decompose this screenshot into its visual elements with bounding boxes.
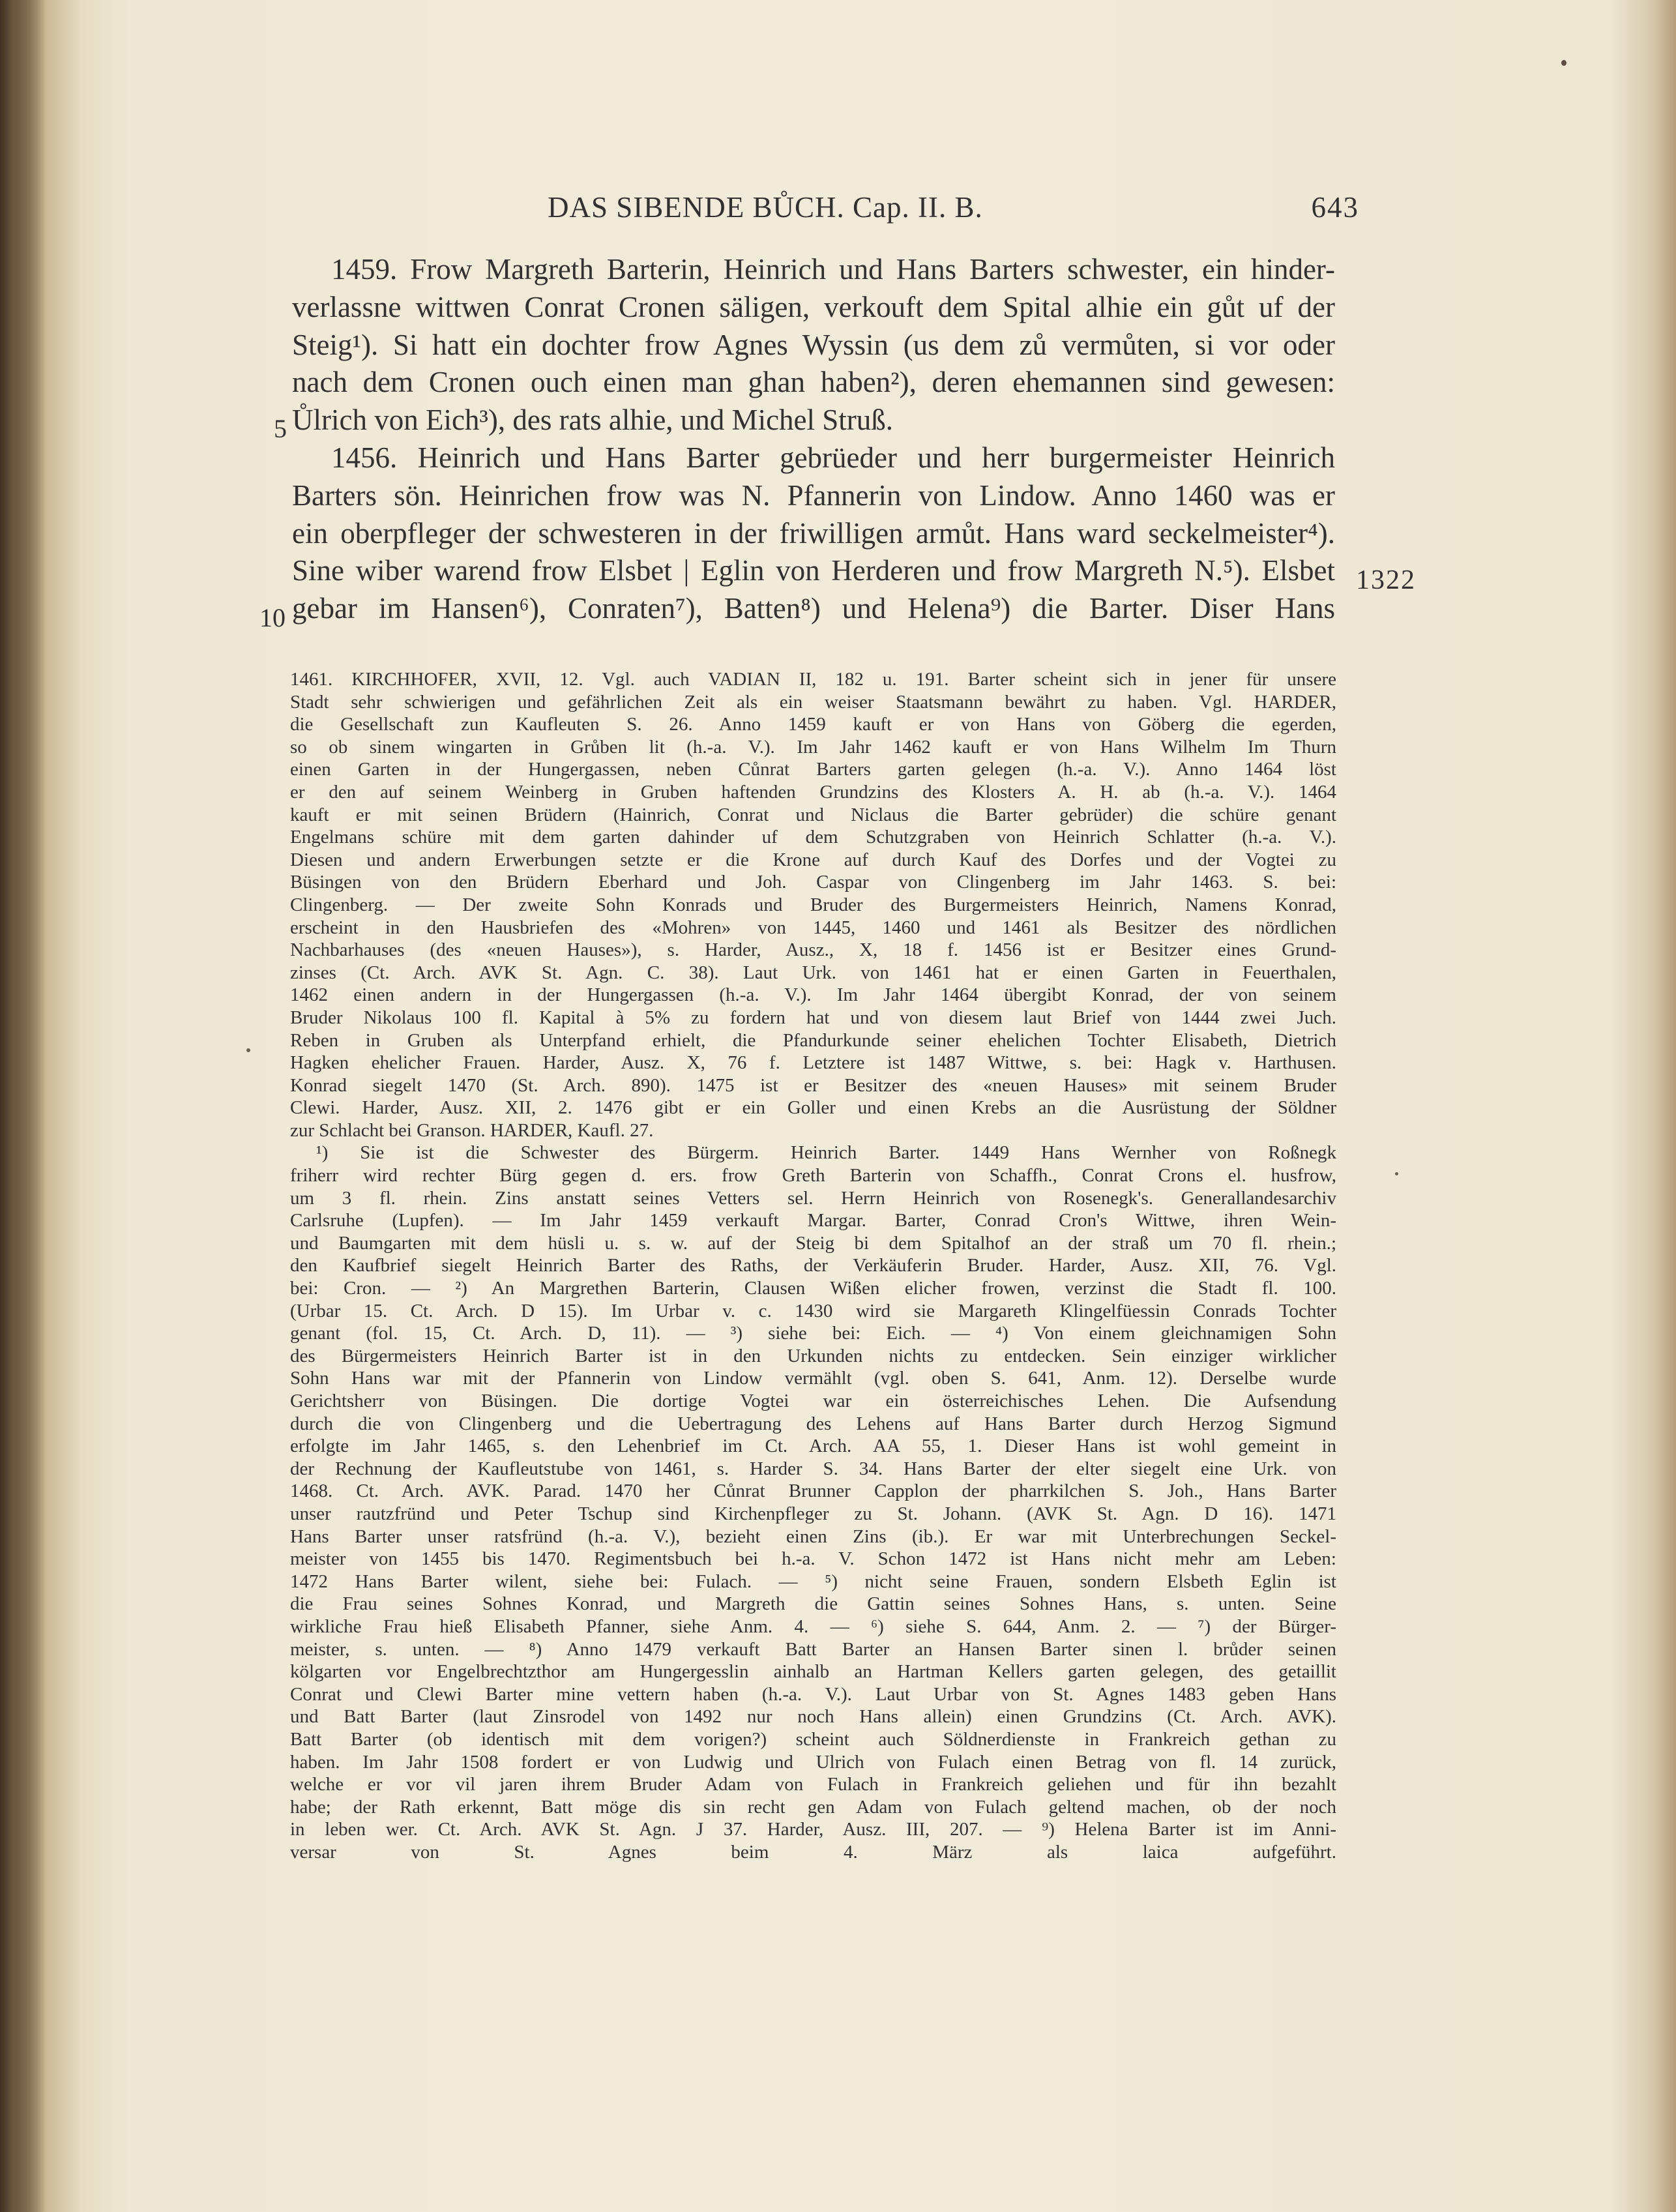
note-line: versar von St. Agnes beim 4. März als laica aufgeführt. [290,1841,1336,1863]
note-line: Conrat und Clewi Barter mine vettern haben (h.-a. V.). Laut Urbar von St. Agnes 1483 geben Hans [290,1683,1336,1705]
note-line: 1462 einen andern in der Hungergassen (h.-a. V.). Im Jahr 1464 übergibt Konrad, der von seinem [290,984,1336,1006]
note-line: 1461. KIRCHHOFER, XVII, 12. Vgl. auch VADIAN II, 182 u. 191. Barter scheint sich in jener für unsere [290,669,1336,690]
note-line: wirkliche Frau hieß Elisabeth Pfanner, siehe Anm. 4. — ⁶) siehe S. 644, Anm. 2. — ⁷) der Bürger- [290,1615,1336,1637]
text-line: Ůlrich von Eich³), des rats alhie, und Michel Struß. [292,404,894,437]
running-head [287,190,1359,236]
note-line: Hagken ehelicher Frauen. Harder, Ausz. X, 76 f. Letztere ist 1487 Wittwe, s. bei: Hagk v. Harthusen. [290,1052,1336,1074]
text-line: 1459. Frow Margreth Barterin, Heinrich und Hans Barters schwester, ein hinder- [331,253,1335,286]
text-line: ein oberpfleger der schwesteren in der friwilligen armůt. Hans ward seckelmeister⁴). [292,516,1335,550]
note-line: zinses (Ct. Arch. AVK St. Agn. C. 38). Laut Urk. von 1461 hat er einen Garten in Feuerthalen, [290,962,1336,983]
note-line: genant (fol. 15, Ct. Arch. D, 11). — ³) siehe bei: Eich. — ⁴) Von einem gleichnamigen Sohn [290,1323,1336,1344]
note-line: Diesen und andern Erwerbungen setzte er die Krone auf durch Kauf des Dorfes und der Vogtei zu [290,849,1336,870]
note-line: bei: Cron. — ²) An Margrethen Barterin, Clausen Wißen elicher frowen, verzinst die Stadt fl. 100. [290,1278,1336,1299]
note-line: einen Garten in der Hungergassen, neben Cůnrat Barters garten gelegen (h.-a. V.). Anno 1464 löst [290,759,1336,780]
note-line: ¹) Sie ist die Schwester des Bürgerm. Heinrich Barter. 1449 Hans Wernher von Roßnegk [316,1142,1336,1164]
note-line: erfolgte im Jahr 1465, s. den Lehenbrief im Ct. Arch. AA 55, 1. Dieser Hans ist wohl gemeint in [290,1436,1336,1457]
line-number: 10 [259,603,286,632]
text-line: Barters sön. Heinrichen frow was N. Pfannerin von Lindow. Anno 1460 was er [292,479,1335,512]
text-line: 1456. Heinrich und Hans Barter gebrüeder und herr burgermeister Heinrich [331,441,1335,474]
chapter-title: DAS SIBENDE BŮCH. Cap. II. B. [548,191,983,224]
note-line: die Gesellschaft zun Kaufleuten S. 26. Anno 1459 kauft er von Hans von Göberg die egerden, [290,714,1336,735]
note-line: durch die von Clingenberg und die Uebertragung des Lehens auf Hans Barter durch Herzog Sigmund [290,1413,1336,1434]
line-number: 5 [274,414,287,443]
note-line: Carlsruhe (Lupfen). — Im Jahr 1459 verkauft Margar. Barter, Conrad Cron's Wittwe, ihren Wein- [290,1210,1336,1231]
note-line: welche er vor vil jaren ihrem Bruder Adam von Fulach in Frankreich geliehen und für ihn bezahlt [290,1774,1336,1795]
footnotes [290,668,1336,1863]
note-line: 1472 Hans Barter wilent, siehe bei: Fulach. — ⁵) nicht seine Frauen, sondern Elsbeth Eglin ist [290,1571,1336,1592]
page-number: 643 [1311,191,1359,224]
page-gutter-shadow [0,0,46,2212]
note-line: Sohn Hans war mit der Pfannerin von Lindow vermählt (vgl. oben S. 641, Anm. 12). Derselbe wurde [290,1368,1336,1389]
note-line: meister von 1455 bis 1470. Regimentsbuch bei h.-a. V. Schon 1472 ist Hans nicht mehr am Leben: [290,1548,1336,1570]
note-line: haben. Im Jahr 1508 fordert er von Ludwig und Ulrich von Fulach einen Betrag von fl. 14 zurück, [290,1751,1336,1773]
text-line: gebar im Hansen⁶), Conraten⁷), Batten⁸) und Helena⁹) die Barter. Diser Hans [292,592,1335,625]
note-line: Clewi. Harder, Ausz. XII, 2. 1476 gibt er ein Goller und einen Krebs an die Ausrüstung der Söldner [290,1097,1336,1119]
note-line: und Batt Barter (laut Zinsrodel von 1492 nur noch Hans allein) einen Grundzins (Ct. Arch. AVK). [290,1706,1336,1728]
note-line: kölgarten vor Engelbrechtzthor am Hungergesslin ainhalb an Hartman Kellers garten gelegen, des getaillit [290,1661,1336,1683]
note-line: um 3 fl. rhein. Zins anstatt seines Vetters sel. Herrn Heinrich von Rosenegk's. Generallandesarchiv [290,1187,1336,1209]
note-line: den Kaufbrief siegelt Heinrich Barter des Raths, der Verkäuferin Bruder. Harder, Ausz. XII, 76. Vgl. [290,1255,1336,1276]
note-line: in leben wer. Ct. Arch. AVK St. Agn. J 37. Harder, Ausz. III, 207. — ⁹) Helena Barter ist im Anni- [290,1819,1336,1840]
main-text [292,251,1335,628]
note-line: Gerichtsherr von Büsingen. Die dortige Vogtei war ein österreichisches Lehen. Die Aufsendung [290,1391,1336,1411]
note-line: und Baumgarten mit dem hüsli u. s. w. auf der Steig bi dem Spitalhof an der straß um 70 fl. rhein.; [290,1232,1336,1254]
note-line: Clingenberg. — Der zweite Sohn Konrads und Bruder des Burgermeisters Heinrich, Namens Konrad, [290,894,1336,915]
note-line: (Urbar 15. Ct. Arch. D 15). Im Urbar v. c. 1430 wird sie Margareth Klingelfüessin Conrads Tochter [290,1300,1336,1321]
note-line: Batt Barter (ob identisch mit dem vorigen?) scheint auch Söldnerdienste in Frankreich gethan zu [290,1728,1336,1750]
note-line: unser rautzfründ und Peter Tschup sind Kirchenpfleger zu St. Johann. (AVK St. Agn. D 16). 1471 [290,1503,1336,1524]
note-line: friherr wird rechter Bürg gegen d. ers. frow Greth Barterin von Schaffh., Conrat Crons el. husfrow, [290,1165,1336,1187]
text-line: nach dem Cronen ouch einen man ghan haben²), deren ehemannen sind gewesen: [292,366,1335,399]
note-line: Konrad siegelt 1470 (St. Arch. 890). 1475 ist er Besitzer des «neuen Hauses» mit seinem Bruder [290,1074,1336,1096]
note-line: der Rechnung der Kaufleutstube von 1461, s. Harder S. 34. Hans Barter der elter siegelt eine Urk. von [290,1458,1336,1479]
note-line: die Frau seines Sohnes Konrad, und Margreth die Gattin seines Sohnes Hans, s. unten. Seine [290,1593,1336,1615]
note-line: so ob sinem wingarten in Grůben lit (h.-a. V.). Im Jahr 1462 kauft er von Hans Wilhelm Im Thurn [290,736,1336,758]
note-line: erscheint in den Hausbriefen des «Mohren» von 1445, 1460 und 1461 als Besitzer des nördlichen [290,917,1336,938]
note-line: Büsingen von den Brüdern Eberhard und Joh. Caspar von Clingenberg im Jahr 1463. S. bei: [290,872,1336,893]
paper-speck [246,1048,250,1052]
note-line: meister, s. unten. — ⁸) Anno 1479 verkauft Batt Barter an Hansen Barter sinen l. brůder seinen [290,1638,1336,1660]
text-line: Steig¹). Si hatt ein dochter frow Agnes Wyssin (us dem zů vermůten, si vor oder [292,328,1335,361]
text-line: verlassne wittwen Conrat Cronen säligen, verkouft dem Spital alhie ein gůt uf der [292,290,1335,323]
text-line: Sine wiber warend frow Elsbet | Eglin von Herderen und frow Margreth N.⁵). Elsbet [292,554,1335,587]
note-line: Engelmans schüre mit dem garten dahinder uf dem Schutzgraben von Heinrich Schlatter (h.-a. V.). [290,827,1336,848]
note-line: Stadt sehr schwierigen und gefährlichen Zeit als ein weiser Staatsmann bewährt zu haben. Vgl. HARDER, [290,691,1336,713]
note-line: des Bürgermeisters Heinrich Barter ist in den Urkunden nichts zu entdecken. Sein einziger wirklicher [290,1345,1336,1366]
note-line: er den auf seinem Weinberg in Gruben haftenden Grundzins des Klosters A. H. ab (h.-a. V.). 1464 [290,781,1336,803]
margin-reference: 1322 [1356,565,1416,595]
note-line: 1468. Ct. Arch. AVK. Parad. 1470 her Cůnrat Brunner Capplon der pharrkilchen S. Joh., Hans Barter [290,1481,1336,1502]
note-line: Reben in Gruben als Unterpfand erhielt, die Pfandurkunde seiner ehelichen Tochter Elisabeth, Dietrich [290,1029,1336,1051]
note-line: Nachbarhauses (des «neuen Hauses»), s. Harder, Ausz., X, 18 f. 1456 ist er Besitzer eines Grund- [290,939,1336,961]
note-line: kauft er mit seinen Brüdern (Hainrich, Conrat und Niclaus die Barter gebrüder) die schüre genant [290,804,1336,825]
note-line: Hans Barter unser ratsfründ (h.-a. V.), bezieht einen Zins (ib.). Er war mit Unterbrechungen Seckel- [290,1526,1336,1547]
note-line: Bruder Nikolaus 100 fl. Kapital à 5% zu fordern hat und von diesem laut Brief von 1444 zwei Juch. [290,1007,1336,1028]
note-line: habe; der Rath erkennt, Batt möge dis sin recht gen Adam von Fulach geltend machen, ob der noch [290,1796,1336,1818]
note-line: zur Schlacht bei Granson. HARDER, Kaufl. 27. [290,1119,654,1141]
paper-speck [1561,60,1566,66]
paper-speck [1395,1172,1398,1175]
